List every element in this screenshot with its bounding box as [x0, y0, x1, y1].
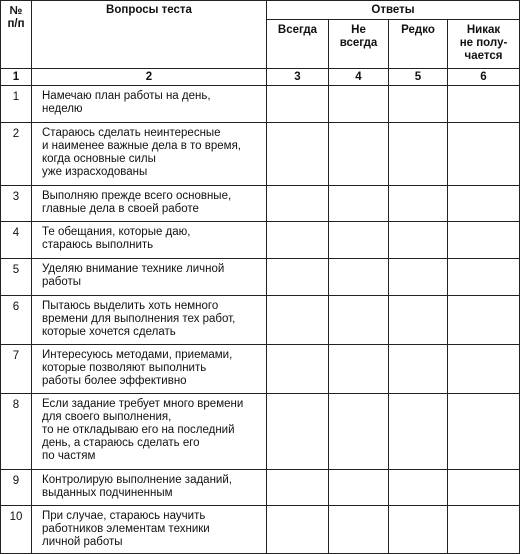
answer-cell-always[interactable] [267, 186, 329, 222]
header-row-top [1, 1, 520, 20]
answer-cell-never[interactable] [448, 86, 520, 123]
answer-cell-rarely[interactable] [389, 394, 448, 470]
answer-cell-always[interactable] [267, 470, 329, 506]
option-header-not-always: Не всегда [329, 20, 389, 69]
answer-cell-always[interactable] [267, 123, 329, 186]
answer-cell-not-always[interactable] [329, 506, 389, 554]
answer-cell-not-always[interactable] [329, 186, 389, 222]
answer-cell-not-always[interactable] [329, 222, 389, 259]
row-number: 1 [1, 86, 32, 123]
answer-cell-rarely[interactable] [389, 186, 448, 222]
question-text: Если задание требует много времени для своего выполнения, то не откладываю его на последний день, а стараюсь сделать его по частям [32, 394, 267, 470]
column-number: 1 [1, 69, 32, 86]
row-number: 3 [1, 186, 32, 222]
answer-cell-not-always[interactable] [329, 123, 389, 186]
answer-cell-never[interactable] [448, 345, 520, 394]
table-row [1, 394, 520, 470]
column-number: 3 [267, 69, 329, 86]
question-text: Те обещания, которые даю, стараюсь выполнить [32, 222, 267, 259]
table-row [1, 123, 520, 186]
row-number: 8 [1, 394, 32, 470]
answer-cell-never[interactable] [448, 186, 520, 222]
answer-cell-always[interactable] [267, 394, 329, 470]
question-text: Выполняю прежде всего основные, главные дела в своей работе [32, 186, 267, 222]
answer-cell-always[interactable] [267, 222, 329, 259]
row-number: 2 [1, 123, 32, 186]
question-text: Контролирую выполнение заданий, выданных подчиненным [32, 470, 267, 506]
answer-cell-not-always[interactable] [329, 345, 389, 394]
answer-cell-rarely[interactable] [389, 259, 448, 296]
question-text: Интересуюсь методами, приемами, которые позволяют выполнить работы более эффективно [32, 345, 267, 394]
row-number: 4 [1, 222, 32, 259]
table-row [1, 186, 520, 222]
column-number: 6 [448, 69, 520, 86]
option-header-rarely: Редко [389, 20, 448, 69]
column-number: 5 [389, 69, 448, 86]
num-column-header: № п/п [1, 1, 32, 69]
row-number: 10 [1, 506, 32, 554]
answer-cell-rarely[interactable] [389, 86, 448, 123]
question-text: Намечаю план работы на день, неделю [32, 86, 267, 123]
answer-cell-rarely[interactable] [389, 222, 448, 259]
question-text: Уделяю внимание технике личной работы [32, 259, 267, 296]
answer-cell-rarely[interactable] [389, 345, 448, 394]
table-row [1, 259, 520, 296]
answer-cell-rarely[interactable] [389, 123, 448, 186]
answer-cell-never[interactable] [448, 506, 520, 554]
answer-cell-rarely[interactable] [389, 506, 448, 554]
answer-cell-always[interactable] [267, 506, 329, 554]
answer-cell-never[interactable] [448, 470, 520, 506]
table-row [1, 345, 520, 394]
questions-column-header: Вопросы теста [32, 1, 267, 69]
answer-cell-not-always[interactable] [329, 470, 389, 506]
answer-cell-always[interactable] [267, 259, 329, 296]
answer-cell-rarely[interactable] [389, 470, 448, 506]
answer-cell-never[interactable] [448, 259, 520, 296]
table-row [1, 470, 520, 506]
question-text: Стараюсь сделать неинтересные и наименее важные дела в то время, когда основные силы уже израсходованы [32, 123, 267, 186]
answer-cell-always[interactable] [267, 296, 329, 345]
answer-cell-not-always[interactable] [329, 394, 389, 470]
column-numbers-row [1, 69, 520, 86]
column-number: 2 [32, 69, 267, 86]
answer-cell-not-always[interactable] [329, 259, 389, 296]
row-number: 5 [1, 259, 32, 296]
answer-cell-never[interactable] [448, 394, 520, 470]
option-header-never: Никак не полу- чается [448, 20, 520, 69]
answer-cell-always[interactable] [267, 345, 329, 394]
table-row [1, 86, 520, 123]
column-number: 4 [329, 69, 389, 86]
answer-cell-not-always[interactable] [329, 296, 389, 345]
answer-cell-never[interactable] [448, 123, 520, 186]
table-row [1, 296, 520, 345]
answers-group-header: Ответы [267, 1, 520, 20]
answer-cell-never[interactable] [448, 222, 520, 259]
row-number: 6 [1, 296, 32, 345]
answer-cell-not-always[interactable] [329, 86, 389, 123]
row-number: 9 [1, 470, 32, 506]
answer-cell-never[interactable] [448, 296, 520, 345]
question-text: Пытаюсь выделить хоть немного времени для выполнения тех работ, которые хочется сделать [32, 296, 267, 345]
row-number: 7 [1, 345, 32, 394]
table-row [1, 506, 520, 554]
table-row [1, 222, 520, 259]
option-header-always: Всегда [267, 20, 329, 69]
answer-cell-rarely[interactable] [389, 296, 448, 345]
answer-cell-always[interactable] [267, 86, 329, 123]
question-text: При случае, стараюсь научить работников элементам техники личной работы [32, 506, 267, 554]
